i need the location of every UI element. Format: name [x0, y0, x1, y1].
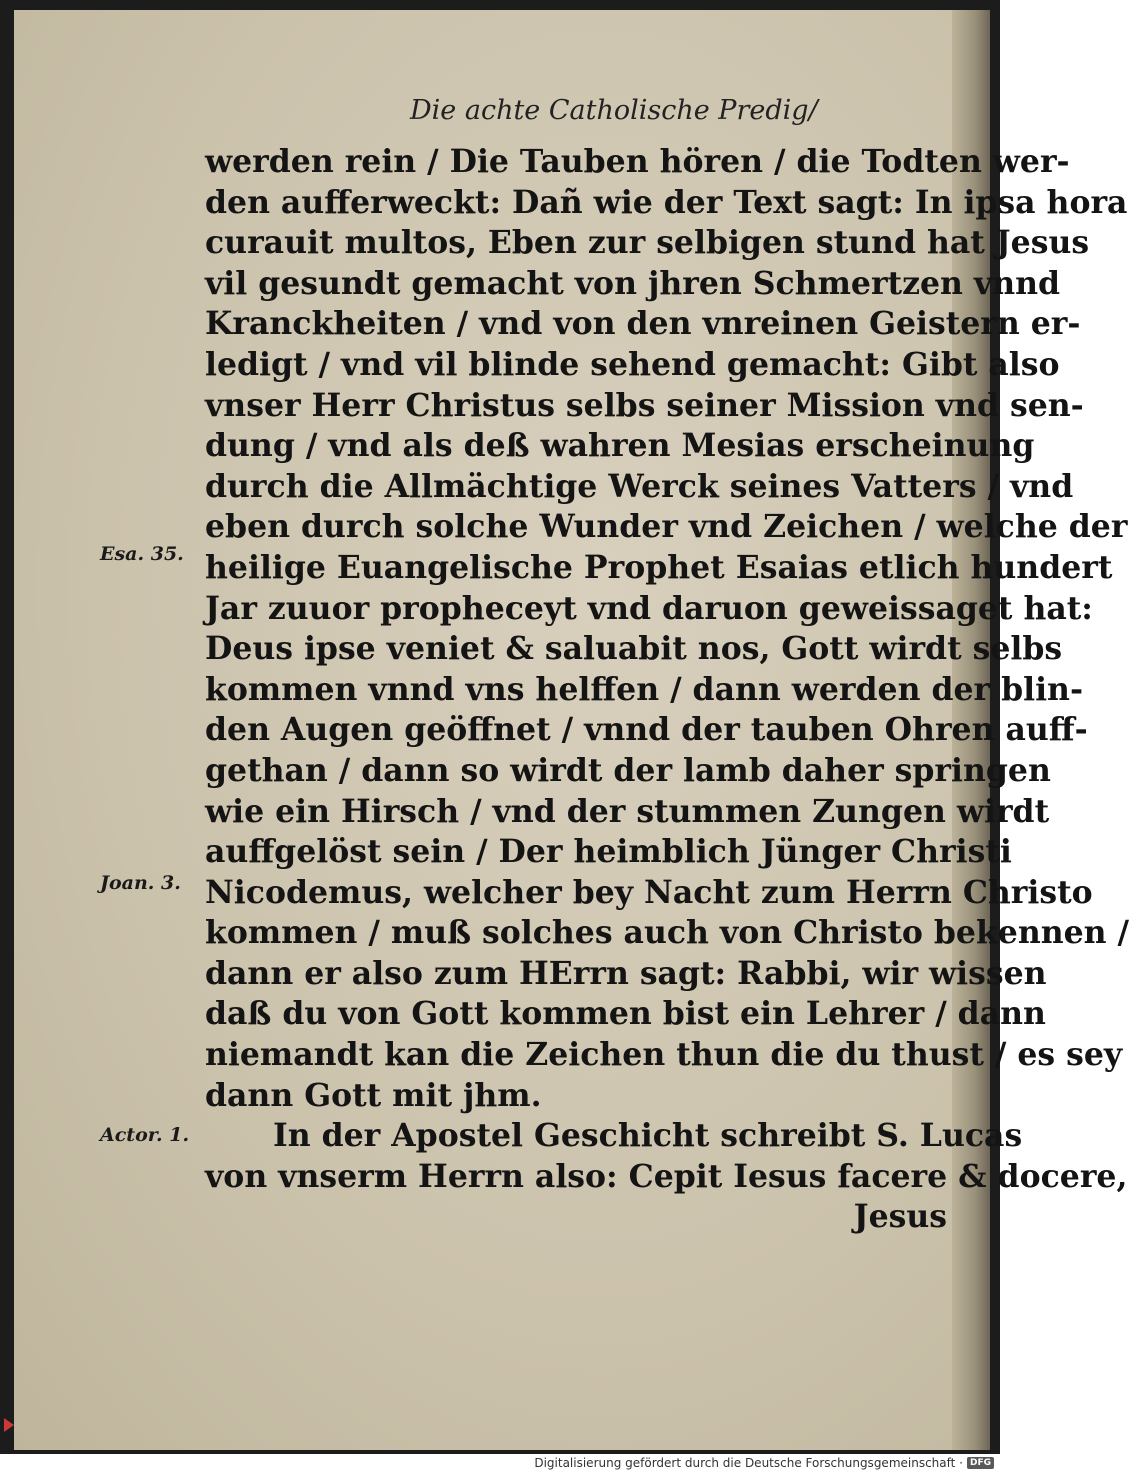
text-line: gethan / dann so wirdt der lamb daher springen [205, 751, 1051, 789]
catchword: Jesus [853, 1198, 947, 1236]
text-line: In der Apostel Geschicht schreibt S. Lucas [273, 1117, 1023, 1155]
text-line: den Augen geöffnet / vnnd der tauben Ohren auff- [205, 711, 1088, 749]
footer-credit: Digitalisierung gefördert durch die Deutsche Forschungsgemeinschaft · [534, 1456, 963, 1470]
text-line: kommen / muß solches auch von Christo bekennen / [205, 914, 1129, 952]
text-line: curauit multos, Eben zur selbigen stund hat Jesus [205, 224, 1090, 262]
margin-note-esa: Esa. 35. [100, 543, 184, 565]
text-line: heilige Euangelische Prophet Esaias etlich hundert [205, 548, 1113, 586]
text-line: werden rein / Die Tauben hören / die Todten wer- [205, 143, 1070, 180]
text-line: dann Gott mit jhm. [205, 1076, 542, 1114]
text-line: Deus ipse veniet & saluabit nos, Gott wirdt selbs [205, 630, 1063, 668]
text-line: von vnserm Herrn also: Cepit Iesus facere & docere, [205, 1157, 1128, 1195]
text-line: den aufferweckt: Dañ wie der Text sagt: In ipsa hora [205, 183, 1128, 221]
text-line: Nicodemus, welcher bey Nacht zum Herrn Christo [205, 873, 1093, 911]
margin-note-joan: Joan. 3. [100, 872, 181, 894]
footer [534, 1456, 994, 1470]
running-head: Die achte Catholische Predig/ [410, 95, 818, 126]
page-arrow-icon [4, 1418, 14, 1432]
text-line: dung / vnd als deß wahren Mesias erscheinung [205, 427, 1035, 465]
body-text [205, 142, 1129, 1238]
text-line: vil gesundt gemacht von jhren Schmertzen vnnd [205, 264, 1061, 302]
text-line: dann er also zum HErrn sagt: Rabbi, wir wissen [205, 954, 1047, 992]
text-line: kommen vnnd vns helffen / dann werden der blin- [205, 670, 1084, 708]
text-line: eben durch solche Wunder vnd Zeichen / welche der [205, 508, 1128, 546]
dfg-logo-icon: DFG [967, 1457, 994, 1469]
text-line: vnser Herr Christus selbs seiner Mission vnd sen- [205, 386, 1084, 424]
text-line: durch die Allmächtige Werck seines Vatters / vnd [205, 467, 1074, 505]
text-line: niemandt kan die Zeichen thun die du thust / es sey [205, 1036, 1123, 1074]
text-line: daß du von Gott kommen bist ein Lehrer / dann [205, 995, 1046, 1033]
text-line: Jar zuuor propheceyt vnd daruon geweissaget hat: [205, 589, 1093, 627]
text-line: auffgelöst sein / Der heimblich Jünger Christi [205, 833, 1012, 871]
margin-note-actor: Actor. 1. [100, 1124, 190, 1146]
text-line: wie ein Hirsch / vnd der stummen Zungen wirdt [205, 792, 1050, 830]
text-line: ledigt / vnd vil blinde sehend gemacht: Gibt also [205, 345, 1060, 383]
text-line: Kranckheiten / vnd von den vnreinen Geistern er- [205, 305, 1081, 343]
